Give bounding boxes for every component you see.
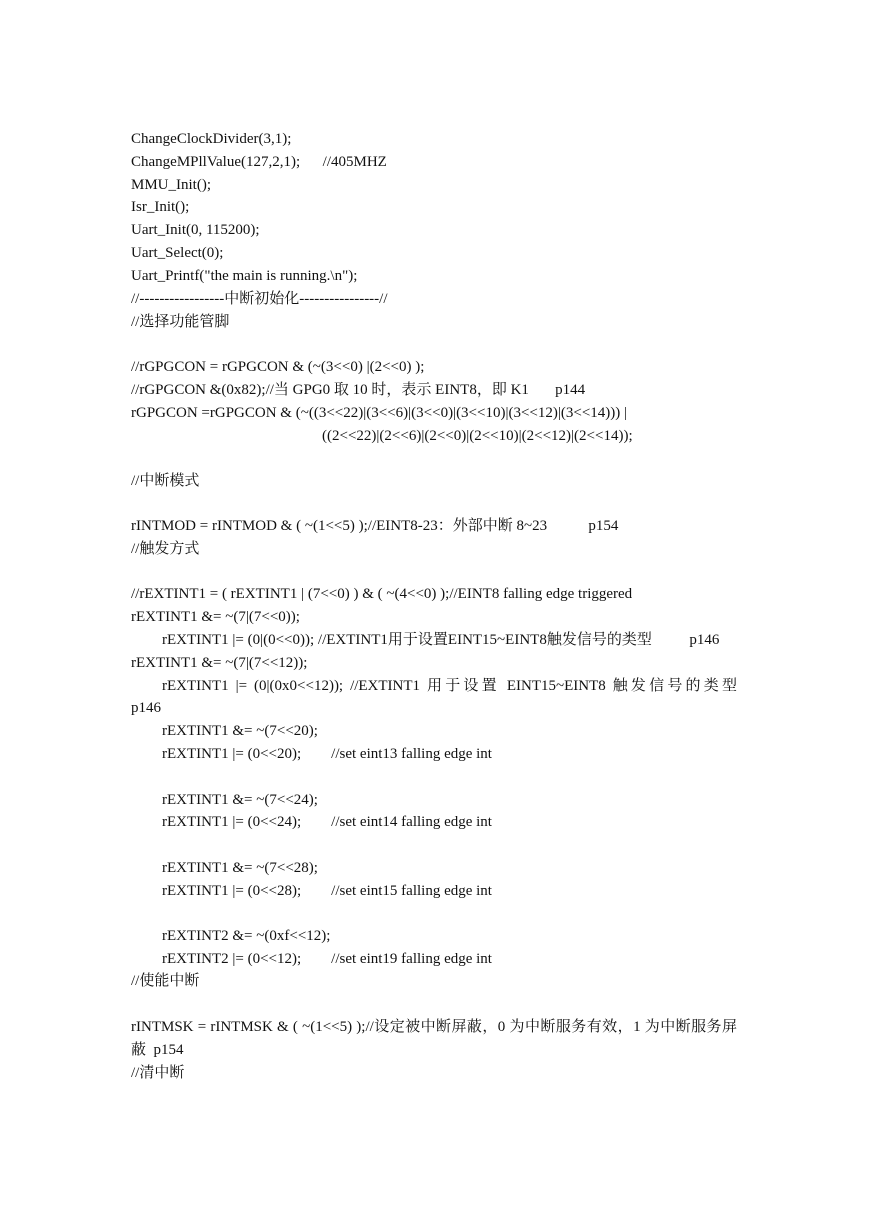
code-line: rEXTINT1 &= ~(7<<20); — [162, 723, 318, 739]
code-line: p146 — [131, 700, 161, 716]
code-line: ((2<<22)|(2<<6)|(2<<0)|(2<<10)|(2<<12)|(2<<14)); — [322, 428, 633, 444]
code-line: rEXTINT1 &= ~(7|(7<<12)); — [131, 655, 308, 671]
comment-line: //中断模式 — [131, 473, 200, 489]
code-line: rEXTINT1 |= (0|(0x0<<12)); //EXTINT1 用于设置 EINT15~EINT8 触发信号的类型 — [162, 678, 737, 694]
code-line: rEXTINT2 &= ~(0xf<<12); — [162, 928, 331, 944]
comment-line: //触发方式 — [131, 541, 200, 557]
code-line: Uart_Printf("the main is running.\n"); — [131, 268, 358, 284]
code-line: rEXTINT1 |= (0<<24); //set eint14 falling edge int — [162, 814, 492, 830]
comment-line: //rGPGCON &(0x82);//当 GPG0 取 10 时，表示 EINT8，即 K1 p144 — [131, 382, 586, 398]
code-line: 蔽 p154 — [131, 1042, 184, 1058]
code-line: MMU_Init(); — [131, 177, 211, 193]
comment-line: //清中断 — [131, 1065, 185, 1081]
code-line: rGPGCON =rGPGCON & (~((3<<22)|(3<<6)|(3<<0)|(3<<10)|(3<<12)|(3<<14))) | — [131, 405, 628, 421]
code-line: rEXTINT1 |= (0<<28); //set eint15 falling edge int — [162, 883, 492, 899]
comment-line: //-----------------中断初始化----------------// — [131, 291, 388, 307]
code-line: rEXTINT1 &= ~(7|(7<<0)); — [131, 609, 300, 625]
code-line: Isr_Init(); — [131, 199, 190, 215]
comment-line: //使能中断 — [131, 973, 200, 989]
comment-line: //rEXTINT1 = ( rEXTINT1 | (7<<0) ) & ( ~(4<<0) );//EINT8 falling edge triggered — [131, 586, 633, 602]
code-line: rEXTINT2 |= (0<<12); //set eint19 falling edge int — [162, 951, 492, 967]
code-line: Uart_Init(0, 115200); — [131, 222, 260, 238]
comment-line: //选择功能管脚 — [131, 314, 230, 330]
code-line: rEXTINT1 |= (0|(0<<0)); //EXTINT1用于设置EINT15~EINT8触发信号的类型 p146 — [162, 632, 720, 648]
code-line: rEXTINT1 |= (0<<20); //set eint13 falling edge int — [162, 746, 492, 762]
code-line: Uart_Select(0); — [131, 245, 224, 261]
code-line: rINTMOD = rINTMOD & ( ~(1<<5) );//EINT8-23：外部中断 8~23 p154 — [131, 518, 619, 534]
code-line: rEXTINT1 &= ~(7<<24); — [162, 792, 318, 808]
comment-line: //rGPGCON = rGPGCON & (~(3<<0) |(2<<0) ); — [131, 359, 425, 375]
code-line: ChangeMPllValue(127,2,1); //405MHZ — [131, 154, 387, 170]
code-line: rEXTINT1 &= ~(7<<28); — [162, 860, 318, 876]
code-line: rINTMSK = rINTMSK & ( ~(1<<5) );//设定被中断屏蔽，0 为中断服务有效，1 为中断服务屏 — [131, 1019, 737, 1035]
code-line: ChangeClockDivider(3,1); — [131, 131, 292, 147]
